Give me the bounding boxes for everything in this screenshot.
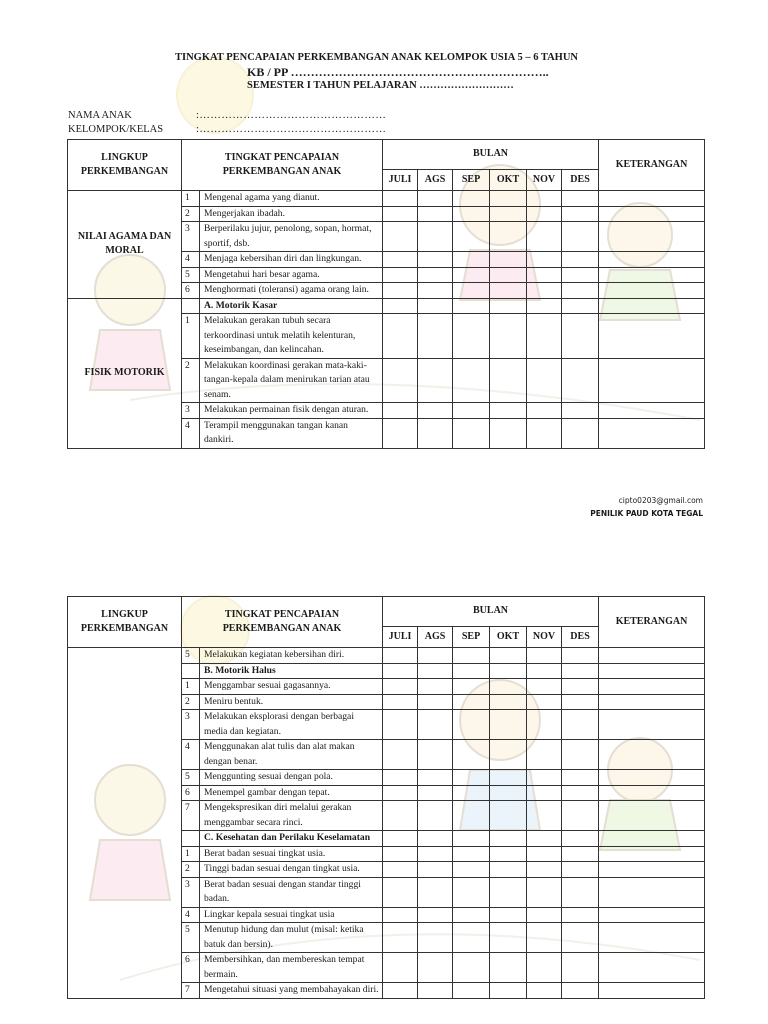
keterangan-header: KETERANGAN (599, 597, 705, 648)
mark-cell[interactable] (562, 403, 599, 419)
mark-cell[interactable] (490, 785, 527, 801)
kelompok-kelas-label: KELOMPOK/KELAS (68, 124, 164, 135)
mark-cell[interactable] (527, 267, 562, 283)
mark-cell[interactable] (490, 877, 527, 907)
mark-cell[interactable] (418, 862, 453, 878)
mark-cell[interactable] (490, 191, 527, 207)
mark-cell[interactable] (453, 222, 490, 252)
mark-cell[interactable] (453, 191, 490, 207)
item-number: 5 (182, 648, 200, 664)
indicator-text: Menggunakan alat tulis dan alat makan dengan benar. (200, 740, 383, 770)
mark-cell[interactable] (453, 953, 490, 983)
mark-cell[interactable] (562, 923, 599, 953)
month-des: DES (562, 627, 599, 648)
mark-cell[interactable] (527, 953, 562, 983)
mark-cell[interactable] (562, 710, 599, 740)
item-number (182, 298, 200, 314)
mark-cell[interactable] (383, 785, 418, 801)
mark-cell[interactable] (453, 267, 490, 283)
mark-cell[interactable] (527, 648, 562, 664)
mark-cell[interactable] (453, 846, 490, 862)
mark-cell[interactable] (490, 694, 527, 710)
note-cell[interactable] (599, 283, 705, 299)
mark-cell[interactable] (527, 846, 562, 862)
item-number: 1 (182, 679, 200, 695)
indicator-text: Berat badan sesuai dengan standar tinggi badan. (200, 877, 383, 907)
mark-cell[interactable] (418, 252, 453, 268)
indicator-text: Mengetahui situasi yang membahayakan diri. (200, 983, 383, 999)
mark-cell[interactable] (562, 785, 599, 801)
mark-cell[interactable] (453, 923, 490, 953)
mark-cell[interactable] (562, 679, 599, 695)
mark-cell[interactable] (527, 191, 562, 207)
note-cell[interactable] (599, 267, 705, 283)
page-footer (590, 494, 703, 520)
mark-cell[interactable] (562, 648, 599, 664)
nama-anak-label: NAMA ANAK (68, 110, 132, 121)
mark-cell[interactable] (418, 283, 453, 299)
mark-cell[interactable] (383, 679, 418, 695)
note-cell[interactable] (599, 694, 705, 710)
indicator-text: Melakukan koordinasi gerakan mata-kaki-tangan-kepala dalam menirukan tarian atau senam. (200, 358, 383, 403)
note-cell[interactable] (599, 983, 705, 999)
note-cell[interactable] (599, 679, 705, 695)
mark-cell[interactable] (490, 206, 527, 222)
mark-cell[interactable] (418, 953, 453, 983)
document-title: TINGKAT PENCAPAIAN PERKEMBANGAN ANAK KELOMPOK USIA 5 – 6 TAHUN (175, 52, 579, 63)
table-2-body (68, 648, 705, 999)
indicator-text: Mengekspresikan diri melalui gerakan menggambar secara rinci. (200, 801, 383, 831)
indicator-text: Terampil menggunakan tangan kanan dankiri. (200, 418, 383, 448)
indicator-text: Lingkar kepala sesuai tingkat usia (200, 907, 383, 923)
indicator-text: Berat badan sesuai tingkat usia. (200, 846, 383, 862)
note-cell[interactable] (599, 403, 705, 419)
mark-cell[interactable] (562, 740, 599, 770)
mark-cell[interactable] (453, 907, 490, 923)
mark-cell[interactable] (418, 418, 453, 448)
mark-cell[interactable] (418, 923, 453, 953)
mark-cell[interactable] (527, 298, 562, 314)
note-cell[interactable] (599, 877, 705, 907)
indicator-text: Menempel gambar dengan tepat. (200, 785, 383, 801)
mark-cell[interactable] (527, 770, 562, 786)
mark-cell[interactable] (527, 206, 562, 222)
mark-cell[interactable] (490, 846, 527, 862)
mark-cell[interactable] (418, 663, 453, 679)
mark-cell[interactable] (383, 740, 418, 770)
mark-cell[interactable] (418, 222, 453, 252)
mark-cell[interactable] (418, 298, 453, 314)
mark-cell[interactable] (383, 907, 418, 923)
kb-pp-line: KB / PP ……………………………………………………….. (247, 65, 549, 79)
mark-cell[interactable] (383, 877, 418, 907)
mark-cell[interactable] (383, 663, 418, 679)
note-cell[interactable] (599, 663, 705, 679)
mark-cell[interactable] (527, 694, 562, 710)
mark-cell[interactable] (383, 403, 418, 419)
note-cell[interactable] (599, 358, 705, 403)
mark-cell[interactable] (453, 694, 490, 710)
semester-line: SEMESTER I TAHUN PELAJARAN ……………………… (247, 80, 514, 91)
note-cell[interactable] (599, 710, 705, 740)
mark-cell[interactable] (562, 222, 599, 252)
mark-cell[interactable] (383, 801, 418, 831)
mark-cell[interactable] (453, 358, 490, 403)
mark-cell[interactable] (527, 358, 562, 403)
note-cell[interactable] (599, 801, 705, 831)
subheading-motorik-kasar: A. Motorik Kasar (200, 298, 383, 314)
item-number: 5 (182, 267, 200, 283)
mark-cell[interactable] (527, 222, 562, 252)
mark-cell[interactable] (383, 252, 418, 268)
indicator-text: Mengerjakan ibadah. (200, 206, 383, 222)
table-row (68, 298, 705, 314)
mark-cell[interactable] (490, 314, 527, 359)
area-cell-empty (68, 648, 182, 999)
mark-cell[interactable] (418, 740, 453, 770)
mark-cell[interactable] (383, 314, 418, 359)
mark-cell[interactable] (490, 418, 527, 448)
mark-cell[interactable] (562, 358, 599, 403)
mark-cell[interactable] (527, 983, 562, 999)
mark-cell[interactable] (453, 785, 490, 801)
mark-cell[interactable] (383, 846, 418, 862)
item-number: 1 (182, 314, 200, 359)
mark-cell[interactable] (490, 648, 527, 664)
mark-cell[interactable] (383, 831, 418, 847)
note-cell[interactable] (599, 314, 705, 359)
item-number: 3 (182, 710, 200, 740)
mark-cell[interactable] (527, 923, 562, 953)
note-cell[interactable] (599, 648, 705, 664)
mark-cell[interactable] (490, 663, 527, 679)
mark-cell[interactable] (562, 694, 599, 710)
mark-cell[interactable] (383, 983, 418, 999)
mark-cell[interactable] (418, 831, 453, 847)
item-number: 4 (182, 252, 200, 268)
note-cell[interactable] (599, 907, 705, 923)
mark-cell[interactable] (453, 418, 490, 448)
month-ags: AGS (418, 627, 453, 648)
month-sep: SEP (453, 627, 490, 648)
mark-cell[interactable] (418, 694, 453, 710)
table-row (68, 191, 705, 207)
indicator-text: Menjaga kebersihan diri dan lingkungan. (200, 252, 383, 268)
mark-cell[interactable] (562, 283, 599, 299)
mark-cell[interactable] (527, 252, 562, 268)
note-cell[interactable] (599, 831, 705, 847)
mark-cell[interactable] (453, 298, 490, 314)
mark-cell[interactable] (453, 801, 490, 831)
mark-cell[interactable] (418, 785, 453, 801)
mark-cell[interactable] (418, 358, 453, 403)
mark-cell[interactable] (453, 877, 490, 907)
kelompok-kelas-field: :…………………………………………… (196, 124, 387, 135)
item-number: 6 (182, 953, 200, 983)
mark-cell[interactable] (418, 648, 453, 664)
mark-cell[interactable] (490, 252, 527, 268)
footer-organization: PENILIK PAUD KOTA TEGAL (590, 509, 703, 518)
mark-cell[interactable] (562, 663, 599, 679)
nama-anak-field: :…………………………………………… (196, 110, 387, 121)
mark-cell[interactable] (562, 206, 599, 222)
month-ags: AGS (418, 170, 453, 191)
note-cell[interactable] (599, 953, 705, 983)
table-row (68, 648, 705, 664)
note-cell[interactable] (599, 923, 705, 953)
mark-cell[interactable] (453, 679, 490, 695)
mark-cell[interactable] (453, 403, 490, 419)
mark-cell[interactable] (383, 191, 418, 207)
mark-cell[interactable] (490, 298, 527, 314)
mark-cell[interactable] (562, 907, 599, 923)
mark-cell[interactable] (562, 846, 599, 862)
note-cell[interactable] (599, 846, 705, 862)
mark-cell[interactable] (418, 314, 453, 359)
note-cell[interactable] (599, 191, 705, 207)
mark-cell[interactable] (490, 862, 527, 878)
month-juli: JULI (383, 627, 418, 648)
mark-cell[interactable] (453, 770, 490, 786)
mark-cell[interactable] (383, 770, 418, 786)
indicator-text: Menghormati (toleransi) agama orang lain. (200, 283, 383, 299)
mark-cell[interactable] (453, 206, 490, 222)
mark-cell[interactable] (527, 877, 562, 907)
bulan-header: BULAN (383, 140, 599, 170)
tingkat-header: TINGKAT PENCAPAIAN PERKEMBANGAN ANAK (182, 597, 383, 648)
mark-cell[interactable] (490, 403, 527, 419)
mark-cell[interactable] (383, 267, 418, 283)
indicator-text: Berperilaku jujur, penolong, sopan, hormat, sportif, dsb. (200, 222, 383, 252)
item-number: 1 (182, 191, 200, 207)
mark-cell[interactable] (453, 283, 490, 299)
indicator-text: Melakukan eksplorasi dengan berbagai media dan kegiatan. (200, 710, 383, 740)
mark-cell[interactable] (418, 710, 453, 740)
mark-cell[interactable] (562, 298, 599, 314)
mark-cell[interactable] (383, 694, 418, 710)
mark-cell[interactable] (418, 983, 453, 999)
mark-cell[interactable] (490, 679, 527, 695)
item-number: 7 (182, 801, 200, 831)
indicator-text: Menggambar sesuai gagasannya. (200, 679, 383, 695)
subheading: C. Kesehatan dan Perilaku Keselamatan (200, 831, 383, 847)
mark-cell[interactable] (418, 801, 453, 831)
mark-cell[interactable] (562, 862, 599, 878)
mark-cell[interactable] (383, 648, 418, 664)
lingkup-header: LINGKUP PERKEMBANGAN (68, 597, 182, 648)
mark-cell[interactable] (453, 252, 490, 268)
note-cell[interactable] (599, 206, 705, 222)
item-number: 2 (182, 694, 200, 710)
item-number: 2 (182, 862, 200, 878)
assessment-table-1 (67, 139, 705, 449)
month-nov: NOV (527, 627, 562, 648)
item-number (182, 663, 200, 679)
item-number: 4 (182, 907, 200, 923)
mark-cell[interactable] (490, 907, 527, 923)
mark-cell[interactable] (418, 206, 453, 222)
indicator-text: Membersihkan, dan membereskan tempat bermain. (200, 953, 383, 983)
mark-cell[interactable] (490, 831, 527, 847)
item-number: 2 (182, 358, 200, 403)
item-number: 1 (182, 846, 200, 862)
mark-cell[interactable] (527, 679, 562, 695)
mark-cell[interactable] (383, 923, 418, 953)
mark-cell[interactable] (490, 953, 527, 983)
note-cell[interactable] (599, 298, 705, 314)
mark-cell[interactable] (453, 983, 490, 999)
mark-cell[interactable] (383, 206, 418, 222)
bulan-header: BULAN (383, 597, 599, 627)
mark-cell[interactable] (562, 191, 599, 207)
mark-cell[interactable] (383, 283, 418, 299)
mark-cell[interactable] (383, 358, 418, 403)
indicator-text: Menggunting sesuai dengan pola. (200, 770, 383, 786)
mark-cell[interactable] (562, 267, 599, 283)
mark-cell[interactable] (562, 831, 599, 847)
mark-cell[interactable] (453, 831, 490, 847)
mark-cell[interactable] (527, 418, 562, 448)
note-cell[interactable] (599, 740, 705, 770)
item-number: 2 (182, 206, 200, 222)
indicator-text: Mengenal agama yang dianut. (200, 191, 383, 207)
item-number: 7 (182, 983, 200, 999)
mark-cell[interactable] (490, 222, 527, 252)
note-cell[interactable] (599, 418, 705, 448)
mark-cell[interactable] (527, 740, 562, 770)
item-number: 4 (182, 418, 200, 448)
mark-cell[interactable] (562, 953, 599, 983)
mark-cell[interactable] (527, 785, 562, 801)
mark-cell[interactable] (453, 710, 490, 740)
area-fisik-motorik: FISIK MOTORIK (68, 298, 182, 448)
mark-cell[interactable] (453, 663, 490, 679)
item-number: 3 (182, 403, 200, 419)
month-okt: OKT (490, 170, 527, 191)
mark-cell[interactable] (418, 846, 453, 862)
mark-cell[interactable] (490, 740, 527, 770)
mark-cell[interactable] (490, 710, 527, 740)
mark-cell[interactable] (562, 877, 599, 907)
item-number: 5 (182, 770, 200, 786)
month-nov: NOV (527, 170, 562, 191)
mark-cell[interactable] (490, 267, 527, 283)
month-sep: SEP (453, 170, 490, 191)
mark-cell[interactable] (562, 252, 599, 268)
mark-cell[interactable] (418, 403, 453, 419)
mark-cell[interactable] (453, 740, 490, 770)
mark-cell[interactable] (383, 710, 418, 740)
note-cell[interactable] (599, 252, 705, 268)
indicator-text: Melakukan kegiatan kebersihan diri. (200, 648, 383, 664)
mark-cell[interactable] (383, 953, 418, 983)
mark-cell[interactable] (418, 770, 453, 786)
indicator-text: Mengetahui hari besar agama. (200, 267, 383, 283)
mark-cell[interactable] (527, 283, 562, 299)
keterangan-header: KETERANGAN (599, 140, 705, 191)
mark-cell[interactable] (383, 418, 418, 448)
mark-cell[interactable] (527, 710, 562, 740)
mark-cell[interactable] (490, 770, 527, 786)
footer-email: cipto0203@gmail.com (618, 496, 703, 505)
mark-cell[interactable] (527, 831, 562, 847)
mark-cell[interactable] (453, 862, 490, 878)
mark-cell[interactable] (562, 770, 599, 786)
month-okt: OKT (490, 627, 527, 648)
month-juli: JULI (383, 170, 418, 191)
item-number: 5 (182, 923, 200, 953)
mark-cell[interactable] (490, 983, 527, 999)
nama-anak-row (68, 110, 386, 121)
mark-cell[interactable] (562, 801, 599, 831)
indicator-text: Tinggi badan sesuai dengan tingkat usia. (200, 862, 383, 878)
mark-cell[interactable] (527, 403, 562, 419)
mark-cell[interactable] (490, 923, 527, 953)
note-cell[interactable] (599, 222, 705, 252)
mark-cell[interactable] (418, 191, 453, 207)
mark-cell[interactable] (527, 907, 562, 923)
mark-cell[interactable] (383, 862, 418, 878)
mark-cell[interactable] (418, 267, 453, 283)
indicator-text: Menutup hidung dan mulut (misal: ketika batuk dan bersin). (200, 923, 383, 953)
mark-cell[interactable] (490, 283, 527, 299)
item-number: 4 (182, 740, 200, 770)
mark-cell[interactable] (562, 418, 599, 448)
area-nilai-agama: NILAI AGAMA DAN MORAL (68, 191, 182, 299)
item-number: 6 (182, 785, 200, 801)
mark-cell[interactable] (383, 298, 418, 314)
mark-cell[interactable] (453, 314, 490, 359)
item-number: 3 (182, 877, 200, 907)
item-number: 6 (182, 283, 200, 299)
subheading: B. Motorik Halus (200, 663, 383, 679)
mark-cell[interactable] (527, 314, 562, 359)
assessment-table-2 (67, 596, 705, 999)
mark-cell[interactable] (453, 648, 490, 664)
mark-cell[interactable] (562, 314, 599, 359)
mark-cell[interactable] (562, 983, 599, 999)
indicator-text: Meniru bentuk. (200, 694, 383, 710)
mark-cell[interactable] (418, 679, 453, 695)
note-cell[interactable] (599, 862, 705, 878)
tingkat-header: TINGKAT PENCAPAIAN PERKEMBANGAN ANAK (182, 140, 383, 191)
mark-cell[interactable] (490, 358, 527, 403)
mark-cell[interactable] (490, 801, 527, 831)
kelompok-kelas-row (68, 124, 386, 135)
note-cell[interactable] (599, 770, 705, 786)
indicator-text: Melakukan permainan fisik dengan aturan. (200, 403, 383, 419)
indicator-text: Melakukan gerakan tubuh secara terkoordinasi untuk melatih kelenturan, keseimbangan, dan kelincahan. (200, 314, 383, 359)
item-number (182, 831, 200, 847)
item-number: 3 (182, 222, 200, 252)
mark-cell[interactable] (527, 801, 562, 831)
note-cell[interactable] (599, 785, 705, 801)
mark-cell[interactable] (418, 907, 453, 923)
mark-cell[interactable] (527, 663, 562, 679)
mark-cell[interactable] (527, 862, 562, 878)
mark-cell[interactable] (418, 877, 453, 907)
month-des: DES (562, 170, 599, 191)
mark-cell[interactable] (383, 222, 418, 252)
lingkup-header: LINGKUP PERKEMBANGAN (68, 140, 182, 191)
